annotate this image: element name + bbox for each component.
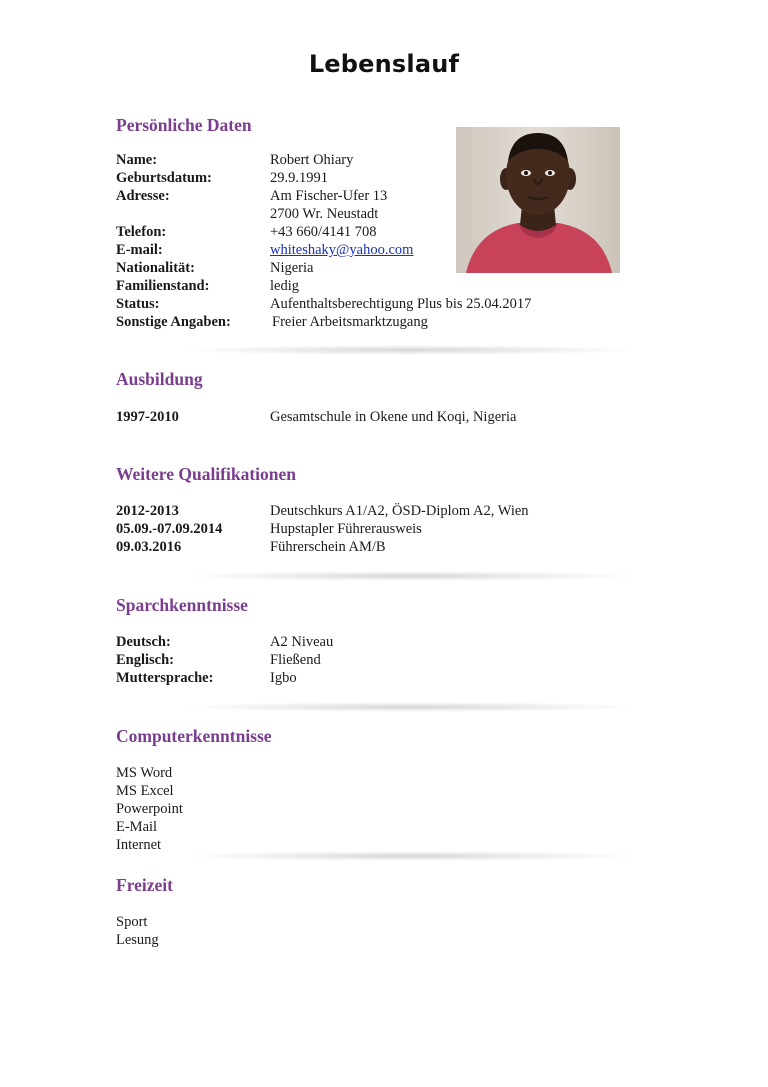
- value-language-level: A2 Niveau: [270, 634, 334, 650]
- value-language-level: Fließend: [270, 652, 321, 668]
- label-name: Name:: [116, 152, 158, 168]
- value-qualification: Führerschein AM/B: [270, 539, 386, 555]
- label-education-years: 1997-2010: [116, 409, 179, 425]
- label-status: Status:: [116, 296, 160, 312]
- portrait-photo-icon: [456, 127, 620, 273]
- label-phone: Telefon:: [116, 224, 167, 240]
- value-name: Robert Ohiary: [270, 152, 354, 168]
- value-language-level: Igbo: [270, 670, 297, 686]
- value-birthdate: 29.9.1991: [270, 170, 328, 186]
- heading-languages: Sparchkenntnisse: [116, 595, 248, 615]
- computer-skill-item: E-Mail: [116, 819, 158, 835]
- heading-hobbies: Freizeit: [116, 875, 173, 895]
- label-birthdate: Geburtsdatum:: [116, 170, 212, 186]
- value-marital-status: ledig: [270, 278, 299, 294]
- value-phone: +43 660/4141 708: [270, 224, 377, 240]
- section-divider: [186, 345, 634, 355]
- label-language: Muttersprache:: [116, 670, 214, 686]
- value-nationality: Nigeria: [270, 260, 314, 276]
- heading-qualifications: Weitere Qualifikationen: [116, 464, 297, 484]
- label-other-info: Sonstige Angaben:: [116, 314, 231, 330]
- label-qualification-date: 2012-2013: [116, 503, 179, 519]
- heading-personal-data: Persönliche Daten: [116, 115, 252, 135]
- label-qualification-date: 05.09.-07.09.2014: [116, 521, 223, 537]
- document-title: Lebenslauf: [308, 50, 460, 78]
- value-status: Aufenthaltsberechtigung Plus bis 25.04.2017: [270, 296, 532, 312]
- portrait-photo: [456, 127, 620, 273]
- label-language: Englisch:: [116, 652, 175, 668]
- value-qualification: Deutschkurs A1/A2, ÖSD-Diplom A2, Wien: [270, 503, 529, 519]
- section-divider: [186, 851, 634, 861]
- value-qualification: Hupstapler Führerausweis: [270, 521, 422, 537]
- value-other-info: Freier Arbeitsmarktzugang: [272, 314, 428, 330]
- section-divider: [186, 571, 634, 581]
- label-marital-status: Familienstand:: [116, 278, 210, 294]
- label-language: Deutsch:: [116, 634, 171, 650]
- heading-education: Ausbildung: [116, 369, 203, 389]
- value-address-street: Am Fischer-Ufer 13: [270, 188, 388, 204]
- section-divider: [186, 702, 634, 712]
- label-address: Adresse:: [116, 188, 170, 204]
- label-email: E-mail:: [116, 242, 163, 258]
- hobby-item: Sport: [116, 914, 148, 930]
- email-link[interactable]: whiteshaky@yahoo.com: [270, 242, 414, 258]
- value-address-city: 2700 Wr. Neustadt: [270, 206, 379, 222]
- label-nationality: Nationalität:: [116, 260, 195, 276]
- value-education-school: Gesamtschule in Okene und Koqi, Nigeria: [270, 409, 517, 425]
- label-qualification-date: 09.03.2016: [116, 539, 182, 555]
- hobby-item: Lesung: [116, 932, 159, 948]
- computer-skill-item: MS Word: [116, 765, 173, 781]
- heading-computer-skills: Computerkenntnisse: [116, 726, 272, 746]
- computer-skill-item: MS Excel: [116, 783, 174, 799]
- computer-skill-item: Powerpoint: [116, 801, 183, 817]
- computer-skill-item: Internet: [116, 837, 162, 853]
